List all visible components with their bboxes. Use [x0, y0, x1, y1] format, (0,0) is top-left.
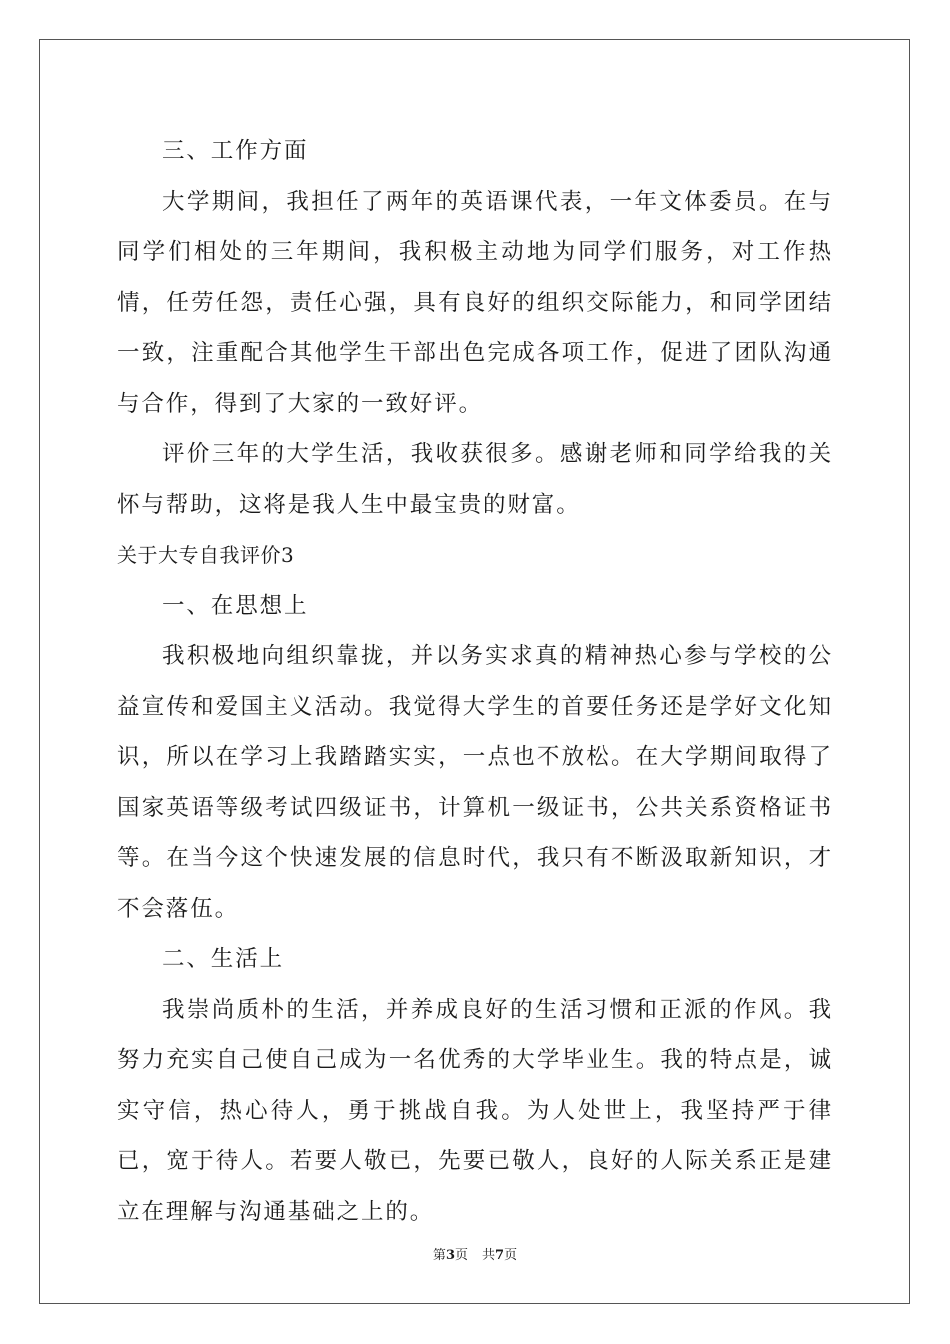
footer-page-suffix: 页	[454, 1248, 468, 1263]
footer-total-suffix: 页	[504, 1248, 518, 1263]
document-heading: 关于大专自我评价3	[117, 543, 295, 567]
paragraph-life: 我崇尚质朴的生活，并养成良好的生活习惯和正派的作风。我努力充实自己使自己成为一名优秀的大学毕业生。我的特点是，诚实守信，热心待人，勇于挑战自我。为人处世上，我坚持严于律已，宽于待人。若要人敬已，先要已敬人，良好的人际关系正是建立在理解与沟通基础之上的。	[117, 996, 833, 1225]
section-title-thought: 一、在思想上	[162, 592, 309, 619]
footer-total-pages: 7	[495, 1248, 505, 1263]
paragraph-thought: 我积极地向组织靠拢，并以务实求真的精神热心参与学校的公益宣传和爱国主义活动。我觉得大学生的首要任务还是学好文化知识，所以在学习上我踏踏实实，一点也不放松。在大学期间取得了国家英语等级考试四级证书，计算机一级证书，公共关系资格证书等。在当今这个快速发展的信息时代，我只有不断汲取新知识，才不会落伍。	[117, 643, 833, 922]
page-footer	[0, 1248, 950, 1264]
paragraph-work: 大学期间，我担任了两年的英语课代表，一年文体委员。在与同学们相处的三年期间，我积极主动地为同学们服务，对工作热情，任劳任怨，责任心强，具有良好的组织交际能力，和同学团结一致，注重配合其他学生干部出色完成各项工作，促进了团队沟通与合作，得到了大家的一致好评。	[117, 188, 833, 417]
footer-total-prefix: 共	[482, 1248, 496, 1263]
footer-page-prefix: 第	[432, 1248, 446, 1263]
footer-page-number: 3	[445, 1248, 455, 1263]
document-body	[117, 126, 833, 1237]
paragraph-summary: 评价三年的大学生活，我收获很多。感谢老师和同学给我的关怀与帮助，这将是我人生中最宝贵的财富。	[117, 441, 833, 518]
section-title-work: 三、工作方面	[162, 138, 309, 164]
section-title-life: 二、生活上	[162, 946, 285, 972]
